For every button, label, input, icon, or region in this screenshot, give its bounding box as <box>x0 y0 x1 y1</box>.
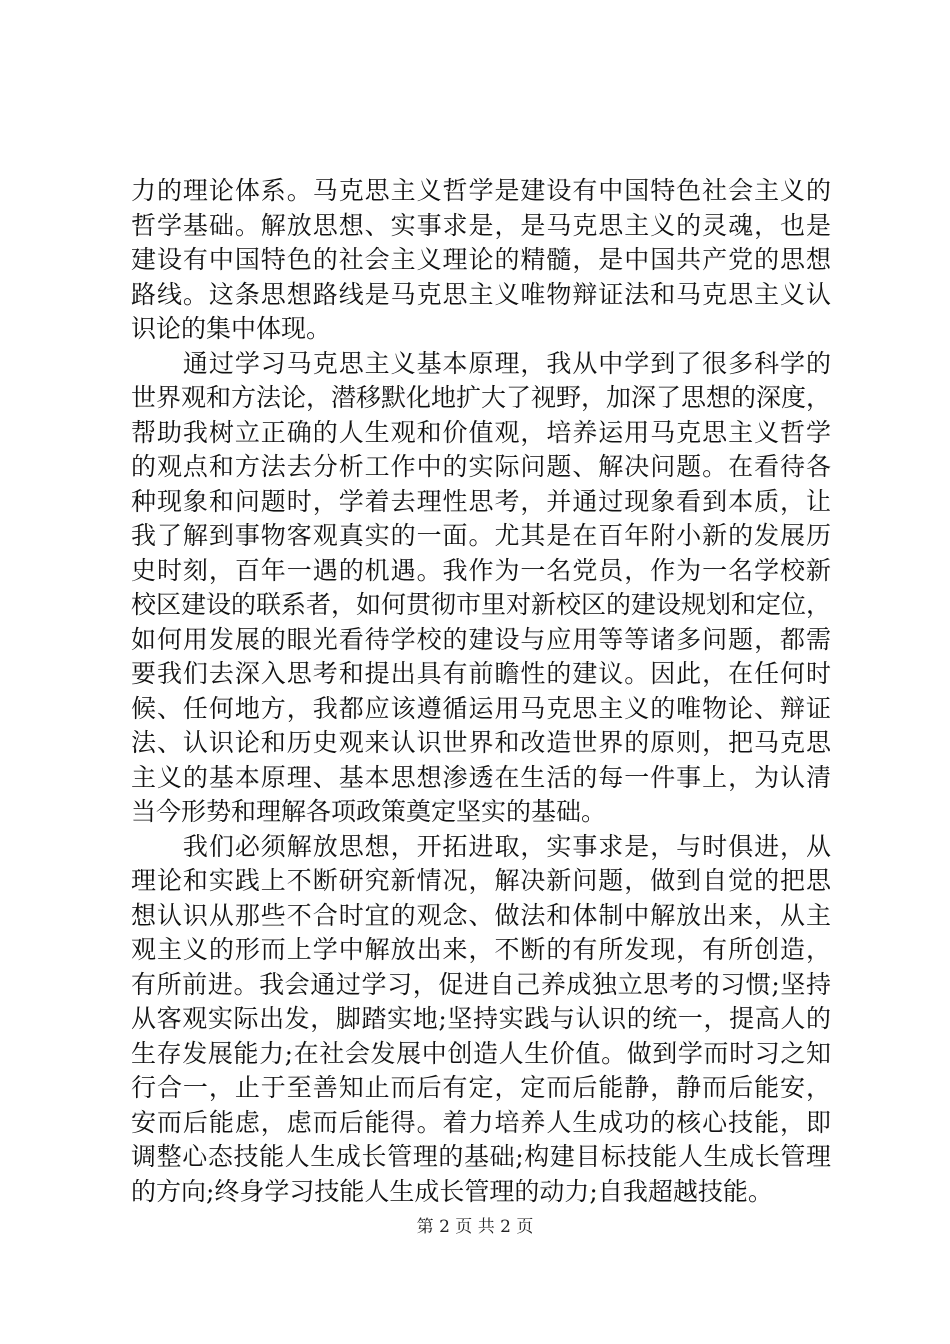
text-line: 通过学习马克思主义基本原理，我从中学到了很多科学的 <box>131 348 831 378</box>
text-line: 观主义的形而上学中解放出来，不断的有所发现，有所创造， <box>131 935 831 964</box>
text-line: 世界观和方法论，潜移默化地扩大了视野，加深了思想的深度， <box>131 383 832 412</box>
text-line: 法、认识论和历史观来认识世界和改造世界的原则，把马克思 <box>131 728 831 757</box>
text-line: 哲学基础。解放思想、实事求是，是马克思主义的灵魂，也是 <box>131 210 831 240</box>
text-line: 帮助我树立正确的人生观和价值观，培养运用马克思主义哲学 <box>131 417 831 447</box>
text-line: 建设有中国特色的社会主义理论的精髓，是中国共产党的思想 <box>131 245 831 274</box>
text-line: 当今形势和理解各项政策奠定坚实的基础。 <box>131 797 607 826</box>
text-line: 力的理论体系。马克思主义哲学是建设有中国特色社会主义的 <box>131 176 831 205</box>
text-line: 校区建设的联系者，如何贯彻市里对新校区的建设规划和定位， <box>131 590 832 619</box>
text-line: 的观点和方法去分析工作中的实际问题、解决问题。在看待各 <box>131 452 831 481</box>
text-line: 有所前进。我会通过学习，促进自己养成独立思考的习惯;坚持 <box>131 969 831 999</box>
text-line: 安而后能虑，虑而后能得。着力培养人生成功的核心技能，即 <box>131 1107 831 1137</box>
text-line: 行合一，止于至善知止而后有定，定而后能静，静而后能安， <box>131 1073 831 1102</box>
body-text <box>131 174 831 1209</box>
text-line: 识论的集中体现。 <box>131 314 332 343</box>
text-line: 想认识从那些不合时宜的观念、做法和体制中解放出来，从主 <box>131 900 831 930</box>
text-line: 如何用发展的眼光看待学校的建设与应用等等诸多问题，都需 <box>131 624 831 654</box>
page-footer: 第 2 页 共 2 页 <box>416 1217 534 1237</box>
text-line: 路线。这条思想路线是马克思主义唯物辩证法和马克思主义认 <box>131 279 831 309</box>
text-line: 我们必须解放思想，开拓进取，实事求是，与时俱进，从 <box>131 831 831 861</box>
text-line: 主义的基本原理、基本思想渗透在生活的每一件事上，为认清 <box>131 762 831 792</box>
text-line: 种现象和问题时，学着去理性思考，并通过现象看到本质，让 <box>131 486 831 516</box>
text-line: 生存发展能力;在社会发展中创造人生价值。做到学而时习之知 <box>131 1038 831 1068</box>
text-line: 调整心态技能人生成长管理的基础;构建目标技能人生成长管理 <box>131 1142 831 1171</box>
text-line: 我了解到事物客观真实的一面。尤其是在百年附小新的发展历 <box>131 521 831 550</box>
text-line: 理论和实践上不断研究新情况，解决新问题，做到自觉的把思 <box>131 866 831 895</box>
text-line: 要我们去深入思考和提出具有前瞻性的建议。因此，在任何时 <box>131 659 831 688</box>
text-line: 的方向;终身学习技能人生成长管理的动力;自我超越技能。 <box>131 1176 773 1206</box>
text-line: 候、任何地方，我都应该遵循运用马克思主义的唯物论、辩证 <box>131 693 831 723</box>
text-line: 从客观实际出发，脚踏实地;坚持实践与认识的统一，提高人的 <box>131 1004 831 1033</box>
text-line: 史时刻，百年一遇的机遇。我作为一名党员，作为一名学校新 <box>131 555 831 585</box>
